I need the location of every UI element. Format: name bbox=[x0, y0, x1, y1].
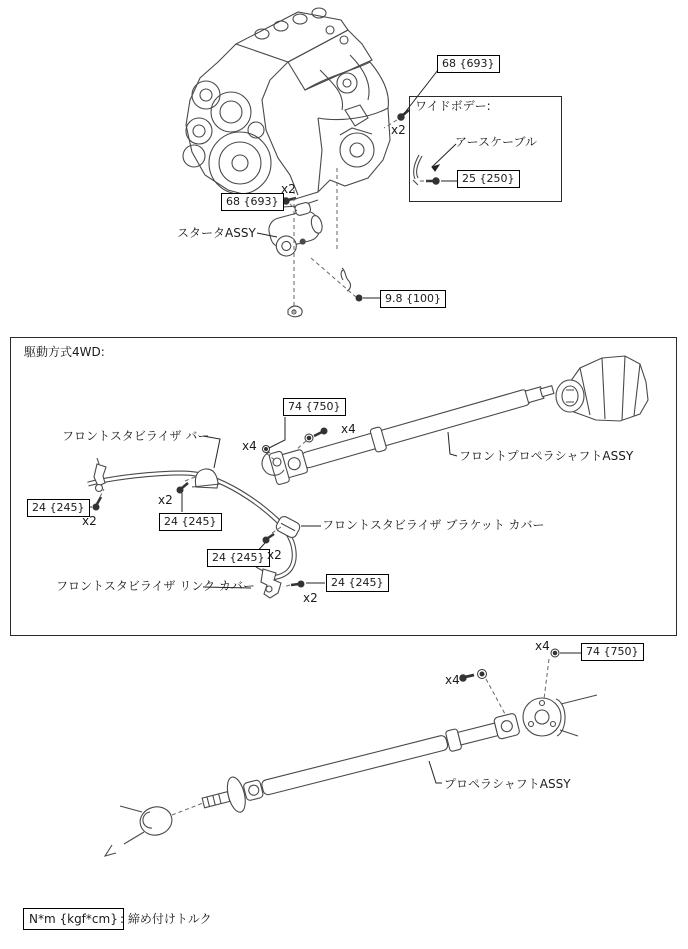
torque-callout-ground-cable: 25 {250} bbox=[457, 170, 520, 188]
rear-propshaft-label: プロペラシャフトASSY bbox=[444, 777, 571, 791]
bolt-count-bracket-cover: x2 bbox=[267, 548, 282, 562]
point-marker bbox=[356, 295, 362, 301]
bolt-count-engine-upper: x2 bbox=[391, 123, 406, 137]
legend-unit-box: N*m {kgf*cm} bbox=[23, 908, 124, 930]
bolt-count-front-propshaft-bolt: x4 bbox=[341, 422, 356, 436]
torque-callout-stabilizer-bushing: 24 {245} bbox=[159, 513, 222, 531]
legend-description: : 締め付けトルク bbox=[120, 912, 212, 926]
torque-callout-clamp: 9.8 {100} bbox=[380, 290, 446, 308]
bolt-count-stabilizer-link: x2 bbox=[82, 514, 97, 528]
ground-cable-label: アースケーブル bbox=[455, 135, 537, 149]
harness-clamp-illustration bbox=[288, 268, 351, 317]
torque-callout-starter: 68 {693} bbox=[221, 193, 284, 211]
stabilizer-bar-label: フロントスタビライザ バー bbox=[62, 429, 210, 443]
starter-assy-label: スタータASSY bbox=[177, 226, 256, 240]
link-cover-label: フロントスタビライザ リンク カバー bbox=[56, 579, 255, 593]
torque-callout-rear-propshaft: 74 {750} bbox=[581, 643, 644, 661]
engine-illustration bbox=[183, 8, 390, 208]
bolt-count-starter: x2 bbox=[281, 182, 296, 196]
bolt-count-front-propshaft-nut: x4 bbox=[242, 439, 257, 453]
bolt-count-link-cover: x2 bbox=[303, 591, 318, 605]
bolt-icon bbox=[460, 675, 474, 681]
torque-callout-bracket-cover: 24 {245} bbox=[207, 549, 270, 567]
bolt-count-stabilizer-bushing: x2 bbox=[158, 493, 173, 507]
front-propshaft-label: フロントプロペラシャフトASSY bbox=[459, 449, 634, 463]
torque-callout-link-cover: 24 {245} bbox=[326, 574, 389, 592]
nut-icon bbox=[551, 649, 559, 657]
torque-callout-engine-upper: 68 {693} bbox=[437, 55, 500, 73]
wide-body-title: ワイドボデー: bbox=[415, 99, 491, 113]
torque-callout-stabilizer-link: 24 {245} bbox=[27, 499, 90, 517]
washer-icon bbox=[478, 670, 487, 679]
torque-callout-front-propshaft: 74 {750} bbox=[283, 398, 346, 416]
companion-flange-illustration bbox=[523, 695, 597, 736]
awd-section-title: 駆動方式4WD: bbox=[24, 345, 105, 359]
bracket-cover-label: フロントスタビライザ ブラケット カバー bbox=[322, 518, 545, 532]
rear-propshaft-illustration bbox=[105, 695, 597, 856]
bolt-count-rear-propshaft-nut: x4 bbox=[535, 639, 550, 653]
bolt-count-rear-propshaft-bolt: x4 bbox=[445, 673, 460, 687]
